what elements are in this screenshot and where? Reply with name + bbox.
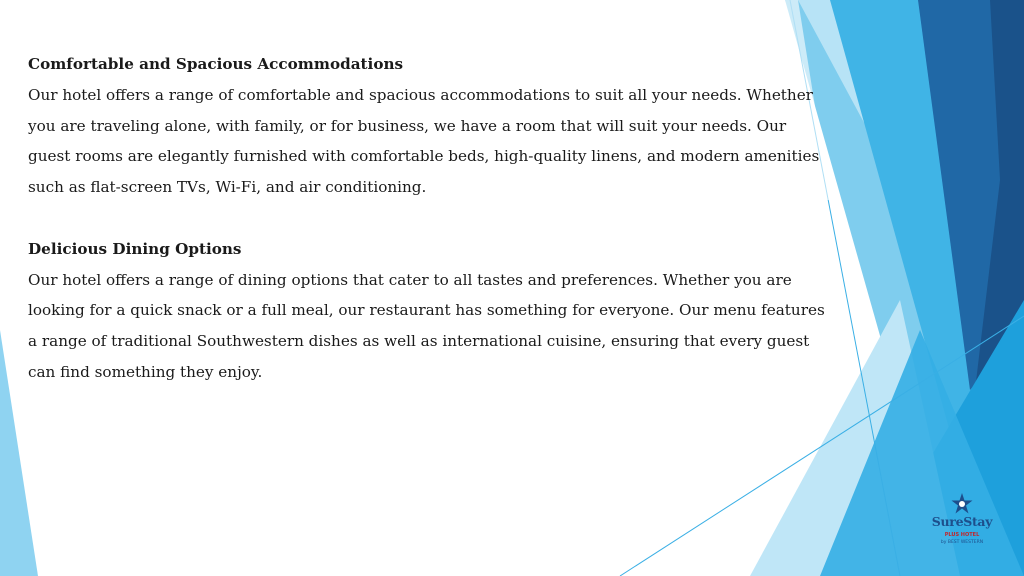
section-accommodations [28,49,833,203]
section-body: Our hotel offers a range of comfortable and spacious accommodations to suit all your needs. Whether you are traveling alone, with family, or for business, we have a room that will suit your needs. Our guest rooms are elegantly furnished with comfortable beds, high-quality linens, and modern amenities such as flat-screen TVs, Wi-Fi, and air conditioning. [28,85,820,197]
section-body: Our hotel offers a range of dining options that cater to all tastes and preferences. Whether you are looking for a quick snack or a full meal, our restaurant has something for everyone. Our menu features a range of traditional Southwestern dishes as well as international cuisine, ensuring that every guest can find something they enjoy. [28,270,825,381]
section-title: Delicious Dining Options [28,239,242,258]
section-title: Comfortable and Spacious Accommodations [28,55,404,73]
logo-byline: by BEST WESTERN [940,540,984,545]
star-icon [950,492,974,516]
content-area [28,49,833,388]
hotel-logo [928,492,996,552]
logo-name: SureStay [931,514,993,529]
logo-subtitle: PLUS HOTEL [944,532,980,538]
section-dining [28,234,833,388]
